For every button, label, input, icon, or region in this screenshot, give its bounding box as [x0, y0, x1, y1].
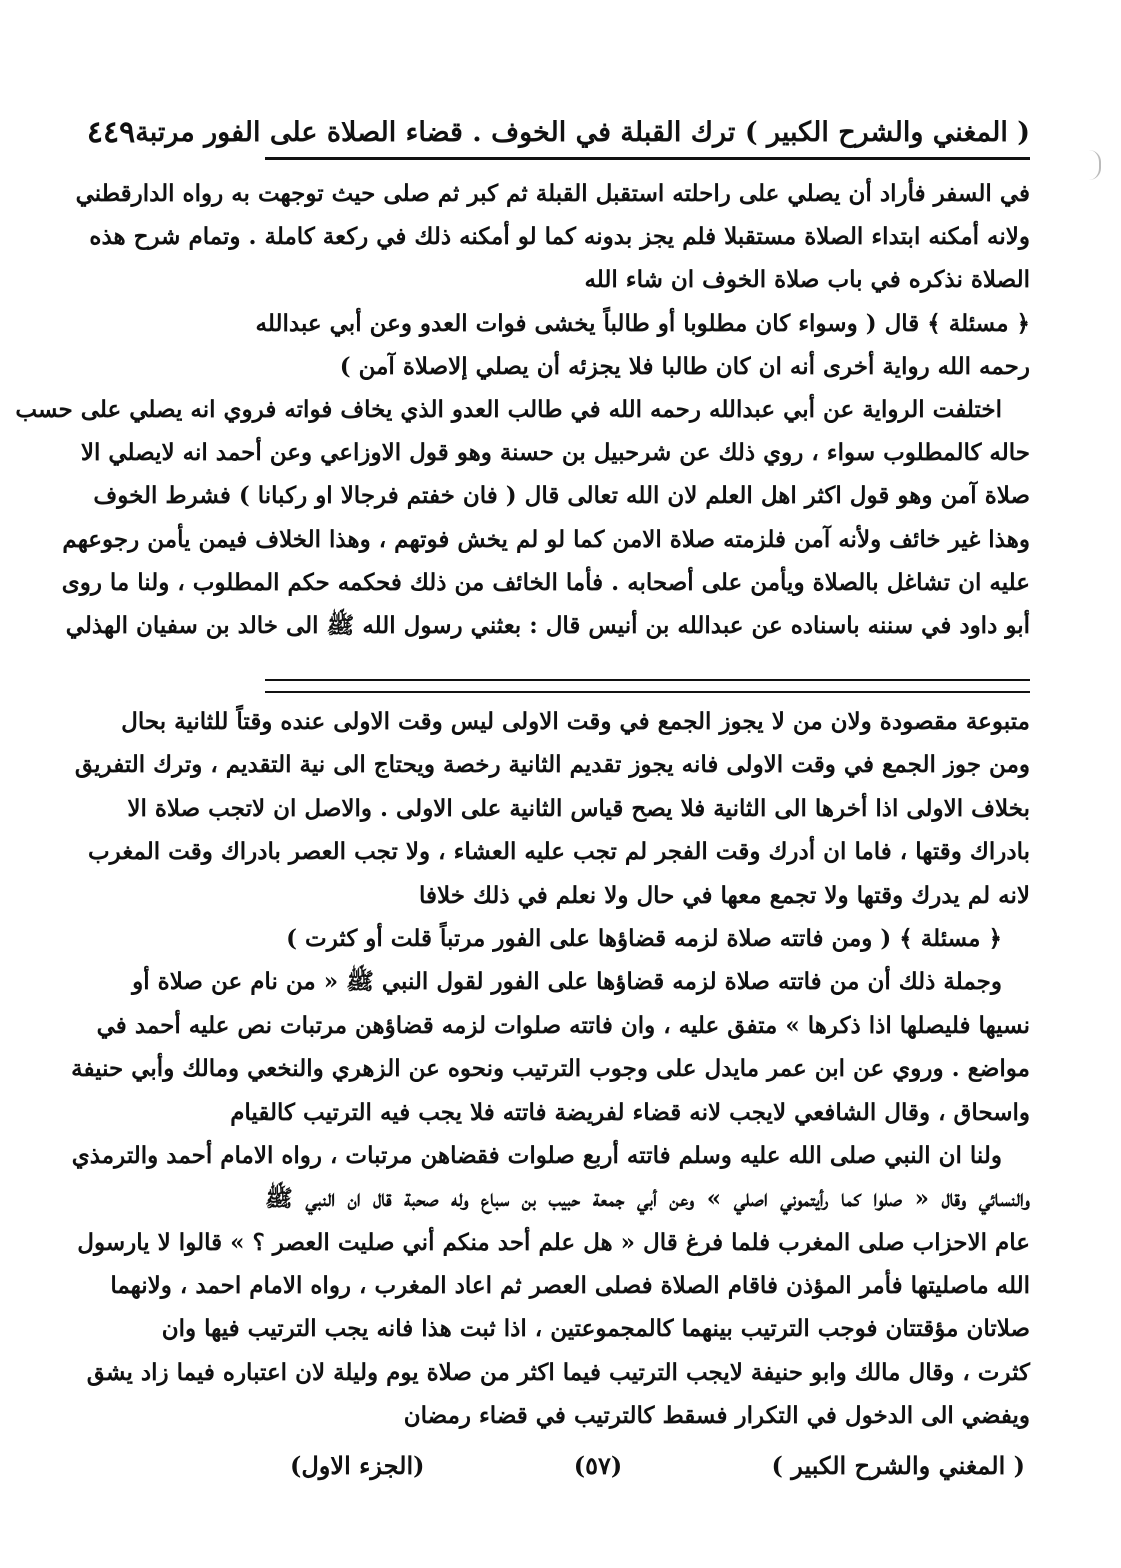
- header-title: ( المغني والشرح الكبير ) ترك القبلة في الخوف . قضاء الصلاة على الفور مرتبة: [135, 116, 1030, 148]
- text-line: بخلاف الاولى اذا أخرها الى الثانية فلا يصح قياس الثانية على الاولى . والاصل ان لاتجب صلاة الا: [127, 794, 1030, 822]
- text-line: صلاتان مؤقتتان فوجب الترتيب بينهما كالمجموعتين ، اذا ثبت هذا فانه يجب الترتيب فيها وان: [161, 1315, 1030, 1343]
- text-line: اختلفت الرواية عن أبي عبدالله رحمه الله في طالب العدو الذي يخاف فواته فروي انه يصلي على حسب: [15, 395, 1002, 423]
- text-line: عام الاحزاب صلى المغرب فلما فرغ قال « هل علم أحد منكم أني صليت العصر ؟ » قالوا لا يارسول: [77, 1228, 1030, 1256]
- text-line: بادراك وقتها ، فاما ان أدرك وقت الفجر لم تجب عليه العشاء ، ولا تجب العصر بادراك وقت المغرب: [87, 838, 1030, 866]
- text-line: حاله كالمطلوب سواء ، روي ذلك عن شرحبيل بن حسنة وهو قول الاوزاعي وعن أحمد انه لايصلي الا: [80, 439, 1030, 467]
- text-line: الله ماصليتها فأمر المؤذن فاقام الصلاة فصلى العصر ثم اعاد المغرب ، رواه الامام احمد ، ولانهما: [110, 1272, 1030, 1300]
- page-number: ٤٤٩: [86, 114, 136, 150]
- text-line: واسحاق ، وقال الشافعي لايجب لانه قضاء لفريضة فاتته فلا يجب فيه الترتيب كالقيام: [230, 1098, 1030, 1126]
- text-line: ولنا ان النبي صلى الله عليه وسلم فاتته أربع صلوات فقضاهن مرتبات ، رواه الامام أحمد والترمذي: [71, 1141, 1002, 1169]
- text-line: مواضع . وروي عن ابن عمر مايدل على وجوب الترتيب ونحوه عن الزهري والنخعي ومالك وأبي حنيفة: [71, 1055, 1030, 1083]
- text-line: متبوعة مقصودة ولان من لا يجوز الجمع في وقت الاولى ليس وقت الاولى عنده وقتاً للثانية بحال: [121, 708, 1030, 735]
- page-edge-mark: [1085, 150, 1101, 180]
- text-line: الصلاة نذكره في باب صلاة الخوف ان شاء الله: [584, 266, 1030, 294]
- issue-heading: ﴿ مسئلة ﴾ ( ومن فاتته صلاة لزمه قضاؤها على الفور مرتباً قلت أو كثرت ): [286, 924, 1002, 952]
- footer-volume: (الجزء الاول): [290, 1450, 425, 1480]
- text-line: رحمه الله رواية أخرى أنه ان كان طالبا فلا يجزئه أن يصلي إلاصلاة آمن ): [339, 352, 1030, 380]
- text-line: وهذا غير خائف ولأنه آمن فلزمته صلاة الامن كما لو لم يخش فوتهم ، وهذا الخلاف فيمن يأمن رجوعهم: [62, 525, 1030, 553]
- upper-text-block: [15, 172, 1030, 647]
- text-line: وجملة ذلك أن من فاتته صلاة لزمه قضاؤها على الفور لقول النبي ﷺ « من نام عن صلاة أو: [132, 968, 1002, 996]
- issue-heading: ﴿ مسئلة ﴾ قال ( وسواء كان مطلوبا أو طالباً يخشى فوات العدو وعن أبي عبدالله: [255, 309, 1030, 337]
- footer-book-title: ( المغني والشرح الكبير ): [771, 1450, 1025, 1480]
- text-line: عليه ان تشاغل بالصلاة ويأمن على أصحابه . فأما الخائف من ذلك فحكمه حكم المطلوب ، ولنا ما روى: [61, 568, 1030, 596]
- text-line: ويفضي الى الدخول في التكرار فسقط كالترتيب في قضاء رمضان: [403, 1402, 1030, 1430]
- header-rule: [265, 157, 1030, 160]
- text-line: نسيها فليصلها اذا ذكرها » متفق عليه ، وان فاتته صلوات لزمه قضاؤهن مرتبات نص عليه أحمد في: [96, 1011, 1030, 1039]
- text-line: ومن جوز الجمع في وقت الاولى فانه يجوز تقديم الثانية رخصة ويحتاج الى نية التقديم ، وترك التفريق: [74, 751, 1030, 779]
- text-line: ولانه أمكنه ابتداء الصلاة مستقبلا فلم يجز بدونه كما لو أمكنه ذلك في ركعة كاملة . وتمام شرح هذه: [89, 223, 1030, 251]
- section-divider: [265, 679, 1030, 693]
- lower-text-block: [71, 700, 1030, 1438]
- text-line: في السفر فأراد أن يصلي على راحلته استقبل القبلة ثم كبر ثم صلى حيث توجهت به رواه الدارقطني: [75, 180, 1030, 207]
- text-line: أبو داود في سننه باسناده عن عبدالله بن أنيس قال : بعثني رسول الله ﷺ الى خالد بن سفيان الهذلي: [65, 611, 1030, 639]
- footer-signature: (٥٧): [573, 1450, 623, 1480]
- page-footer: [290, 1440, 1025, 1490]
- text-line: كثرت ، وقال مالك وابو حنيفة لايجب الترتيب فيما اكثر من صلاة يوم وليلة لان اعتباره فيما زاد يشق: [86, 1358, 1030, 1386]
- text-line: لانه لم يدرك وقتها ولا تجمع معها في حال ولا نعلم في ذلك خلافا: [419, 881, 1030, 909]
- running-header: [86, 108, 1030, 156]
- text-line: والنسائي وقال « صلوا كما رأيتموني اصلي » وعن أبي جمعة حبيب بن سباع وله صحبة قال ان النبي ﷺ: [265, 1185, 1030, 1213]
- text-line: صلاة آمن وهو قول اكثر اهل العلم لان الله تعالى قال ( فان خفتم فرجالا او ركبانا ) فشرط الخوف: [93, 482, 1030, 510]
